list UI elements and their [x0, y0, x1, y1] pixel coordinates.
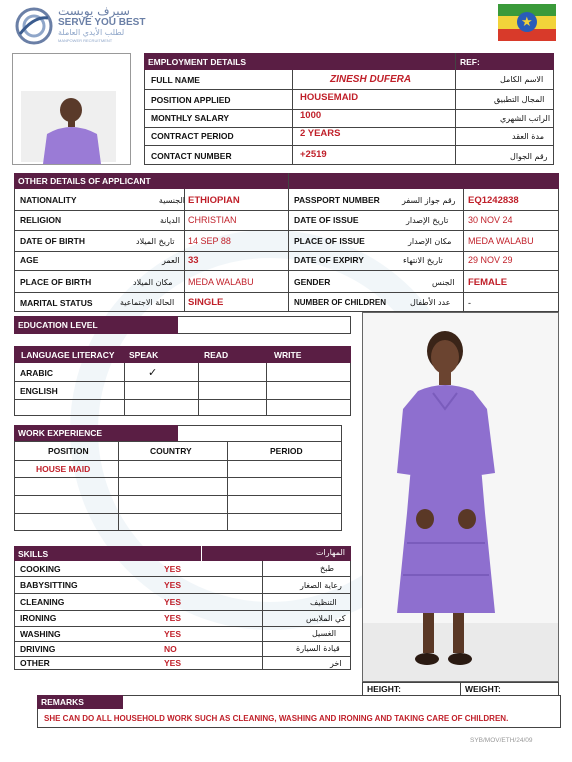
other-left-value-3: 33 [188, 254, 199, 266]
emp-value-3: 2 YEARS [300, 127, 341, 139]
work-div-1 [118, 441, 119, 531]
skill-ar-1: رعاية الصغار [300, 580, 342, 590]
other-left-label-1: RELIGION [20, 215, 62, 225]
other-left-value-2: 14 SEP 88 [188, 236, 231, 246]
work-header [14, 425, 178, 441]
emp-value-2: 1000 [300, 109, 322, 121]
employment-header-title: EMPLOYMENT DETAILS [148, 56, 247, 67]
education-header-title: EDUCATION LEVEL [18, 320, 98, 330]
skill-line-1 [14, 593, 351, 594]
emp-ar-3: مدة العقد [512, 131, 544, 141]
skill-value-6: YES [164, 658, 182, 668]
skill-label-1: BABYSITTING [20, 580, 78, 590]
checkmark-icon: ✓ [148, 367, 158, 379]
other-right-label-5: NUMBER OF CHILDREN [294, 298, 386, 307]
other-left-ar-0: الجنسية [158, 195, 185, 205]
skill-label-5: DRIVING [20, 643, 56, 654]
other-right-ar-0: رقم جواز السفر [402, 195, 456, 205]
company-sub-en: MANPOWER RECRUITMENT [58, 38, 113, 43]
skill-line-2 [14, 610, 351, 611]
company-name-en: SERVE YOU BEST [58, 17, 146, 28]
language-col-read: READ [204, 350, 229, 360]
other-left-label-0: NATIONALITY [20, 195, 77, 205]
work-line-3 [14, 495, 342, 496]
company-sub-ar: لطلب الأيدي العاملة [58, 28, 125, 37]
skill-ar-2: التنظيف [310, 597, 337, 607]
height-label: HEIGHT: [367, 684, 401, 694]
skills-header [14, 546, 351, 561]
skill-ar-3: كي الملابس [306, 613, 346, 623]
skills-header-title: SKILLS [18, 548, 49, 559]
emp-ar-2: الراتب الشهري [500, 113, 551, 123]
emp-line-3 [144, 145, 554, 146]
other-left-value-1: CHRISTIAN [188, 215, 237, 225]
emp-label-0: FULL NAME [151, 74, 200, 85]
emp-value-4: +2519 [300, 148, 327, 160]
lang-line-2 [14, 399, 351, 400]
ethiopia-flag: ★ [498, 4, 556, 41]
other-right-label-4: GENDER [294, 277, 331, 287]
company-name-ar: سيرف يوبست [58, 4, 130, 18]
skill-label-0: COOKING [20, 563, 61, 574]
other-left-value-0: ETHIOPIAN [188, 194, 240, 206]
other-right-value-5: - [468, 297, 471, 308]
skill-value-0: YES [164, 563, 182, 574]
other-right-value-2: MEDA WALABU [468, 236, 534, 246]
other-left-label-4: PLACE OF BIRTH [20, 277, 92, 287]
work-col-country: COUNTRY [150, 446, 192, 456]
skills-header-ar: المهارات [316, 548, 346, 557]
other-left-ar-3: العمر [162, 255, 180, 265]
hw-divider [460, 682, 461, 696]
education-header [14, 316, 178, 334]
other-right-value-4: FEMALE [468, 276, 508, 288]
work-col-period: PERIOD [270, 446, 303, 456]
skill-line-3 [14, 626, 351, 627]
lang-div-2 [198, 363, 199, 416]
skill-ar-6: اخر [330, 658, 342, 668]
other-details-title: OTHER DETAILS OF APPLICANT [18, 176, 151, 186]
remarks-header-title: REMARKS [41, 697, 84, 707]
work-line-2 [14, 477, 342, 478]
company-logo [14, 6, 54, 46]
other-left-label-2: DATE OF BIRTH [20, 236, 86, 246]
other-right-label-2: PLACE OF ISSUE [294, 236, 365, 246]
other-right-ar-4: الجنس [432, 277, 455, 287]
other-details-header [14, 173, 559, 189]
emp-ar-4: رقم الجوال [510, 151, 548, 161]
emp-label-2: MONTHLY SALARY [151, 113, 230, 123]
lang-div-3 [266, 363, 267, 416]
applicant-photo-full [362, 312, 559, 682]
footer-code: SYB/MOV/ETH/24/09 [470, 737, 533, 744]
emp-value-0: ZINESH DUFERA [330, 74, 412, 85]
other-left-value-5: SINGLE [188, 297, 224, 308]
skill-value-1: YES [164, 580, 182, 590]
emp-value-1: HOUSEMAID [300, 92, 359, 103]
other-left-label-3: AGE [20, 255, 39, 265]
other-line-3 [14, 270, 559, 271]
other-right-label-1: DATE OF ISSUE [294, 215, 359, 225]
skill-ar-5: قيادة السيارة [296, 644, 340, 653]
other-right-value-0: EQ1242838 [468, 194, 519, 206]
other-right-ar-3: تاريخ الانتهاء [403, 255, 443, 265]
language-row-arabic: ARABIC [20, 367, 54, 378]
skill-value-2: YES [164, 597, 182, 607]
skill-label-3: IRONING [20, 613, 57, 623]
skill-value-5: NO [164, 643, 177, 654]
emp-divider-1 [292, 70, 293, 165]
other-left-ar-2: تاريخ الميلاد [136, 236, 175, 246]
skill-ar-0: طبخ [320, 564, 334, 573]
emp-label-3: CONTRACT PERIOD [151, 131, 234, 141]
language-col-write: WRITE [274, 350, 302, 360]
lang-div-1 [124, 363, 125, 416]
skill-label-2: CLEANING [20, 597, 65, 607]
language-row-english: ENGLISH [20, 385, 58, 396]
skill-line-5 [14, 656, 351, 657]
other-left-ar-1: الديانة [160, 215, 181, 225]
remarks-text: SHE CAN DO ALL HOUSEHOLD WORK SUCH AS CLEANING, WASHING AND IRONING AND TAKING CARE OF CHILDREN. [44, 713, 509, 723]
other-left-ar-5: الحالة الاجتماعية [120, 298, 175, 307]
language-col-speak: SPEAK [129, 350, 159, 360]
skill-value-4: YES [164, 628, 182, 639]
skills-div-2 [262, 561, 263, 670]
other-right-label-3: DATE OF EXPIRY [294, 255, 364, 265]
skill-label-4: WASHING [20, 628, 61, 639]
other-left-ar-4: مكان الميلاد [133, 277, 173, 287]
emp-ar-0: الاسم الكامل [500, 75, 544, 84]
other-left-value-4: MEDA WALABU [188, 277, 254, 287]
language-col-literacy: LANGUAGE LITERACY [21, 350, 115, 360]
skill-ar-4: الغسيل [312, 629, 337, 638]
remarks-header [37, 695, 123, 709]
work-line-4 [14, 513, 342, 514]
ref-label: REF: [460, 57, 480, 67]
other-right-ar-1: تاريخ الإصدار [406, 215, 449, 225]
other-right-value-1: 30 NOV 24 [468, 215, 513, 225]
skills-div-1 [201, 546, 202, 561]
lang-line-1 [14, 381, 351, 382]
other-right-ar-2: مكان الإصدار [408, 236, 452, 246]
employment-header [144, 53, 554, 70]
work-div-2 [227, 441, 228, 531]
other-right-ar-5: عدد الأطفال [410, 298, 451, 307]
skill-value-3: YES [164, 613, 182, 623]
work-col-position: POSITION [48, 446, 89, 456]
weight-label: WEIGHT: [465, 684, 501, 694]
language-header [14, 346, 351, 363]
other-right-value-3: 29 NOV 29 [468, 255, 513, 265]
other-line-4 [14, 292, 559, 293]
other-right-label-0: PASSPORT NUMBER [294, 195, 380, 205]
emp-label-1: POSITION APPLIED [151, 94, 231, 105]
emp-label-4: CONTACT NUMBER [151, 151, 232, 161]
other-left-label-5: MARITAL STATUS [20, 297, 93, 308]
skill-label-6: OTHER [20, 658, 50, 668]
emp-ar-1: المجال التطبيق [494, 95, 545, 104]
work-row-position: HOUSE MAID [36, 463, 91, 474]
work-header-title: WORK EXPERIENCE [18, 428, 103, 438]
applicant-photo-small [12, 53, 131, 165]
